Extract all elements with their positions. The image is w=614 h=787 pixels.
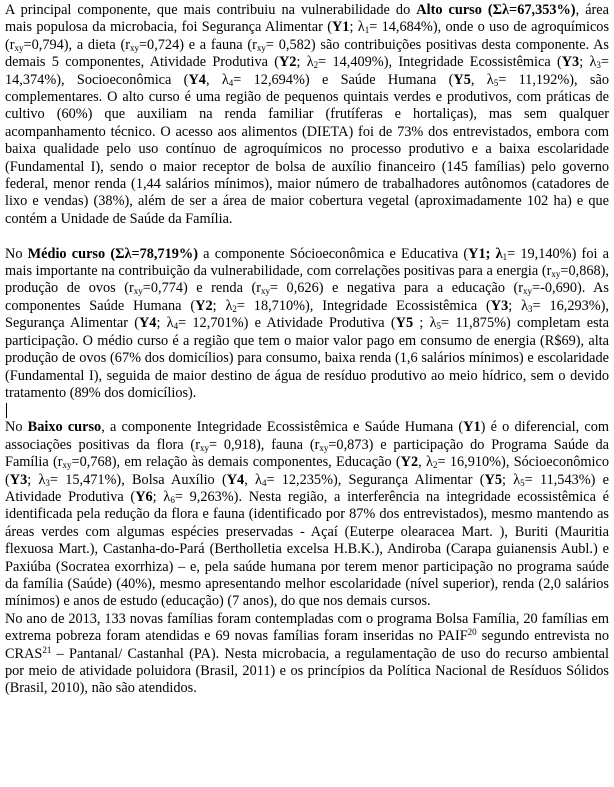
text-run: 4 (173, 321, 179, 332)
text-run: Y5 (453, 71, 471, 88)
text-run: 3 (528, 303, 533, 314)
text-run: ; λ (27, 471, 46, 488)
text-run: , λ (244, 471, 262, 488)
text-run: xy (523, 286, 533, 297)
text-run: 4 (228, 77, 234, 88)
text-run: = 12,694%) e Saúde Humana ( (233, 71, 454, 88)
text-run: – Pantanal/ Castanhal (PA). Nesta microbacia, a regulamentação de uso do recurso ambiental por meio de atividade poluidora (Brasil, 2011) e os princípios da Política Nacional de Resíduos Sólidos (Brasil, 2010), não são atendidos. (5, 645, 609, 697)
text-run: xy (256, 42, 266, 53)
text-run: = 0,582) são contribuições positivas desta componente. As demais 5 componentes, Atividade Produtiva ( (5, 36, 609, 71)
text-run: = 14,409%), Integridade Ecossistêmica ( (318, 54, 562, 71)
text-run: = 19,140%) foi a mais importante na contribuição da vulnerabilidade, com correlações positivas para a energia (r (5, 245, 609, 280)
text-run: 5 (520, 477, 525, 488)
text-run: =0,774) e renda (r (142, 280, 261, 297)
text-run: = 16,910%), Sócioeconômico ( (5, 454, 609, 488)
text-run: =0,868), produção de ovos (r (5, 263, 609, 297)
text-run: 1 (364, 25, 370, 36)
text-run: , λ (205, 71, 229, 88)
text-run: xy (129, 42, 139, 53)
text-run: Médio curso (Σλ=78,719%) (27, 245, 198, 262)
text-run: ; λ (579, 54, 597, 71)
text-run: No ano de 2013, 133 novas famílias foram contempladas com o programa Bolsa Família, 20 famílias em extrema pobreza foram atendidas e 69 novas famílias foram inseridas no PAIF (5, 610, 609, 645)
text-run: ; λ (502, 471, 521, 488)
text-cursor (6, 403, 7, 418)
text-run: = 11,543%) e Atividade Produtiva ( (5, 471, 609, 505)
text-run: Y3 (561, 54, 580, 71)
text-run: 5 (493, 77, 499, 88)
text-run: Y4 (226, 471, 245, 488)
text-run: , λ (418, 454, 433, 471)
text-run: Y3 (9, 471, 28, 488)
text-run: = 15,471%), Bolsa Auxílio ( (49, 471, 227, 488)
text-run: 5 (436, 321, 442, 332)
text-run: xy (199, 442, 209, 453)
text-run: = 18,710%), Integridade Ecossistêmica ( (236, 297, 491, 314)
text-run: xy (62, 460, 72, 471)
text-run: = 11,875%) completam esta participação. O médio curso é a região que tem o maior valor pago em consumo de energia (R$69), alta produção de ovos (67% dos domicílios) para consumo, baixa renda (1,6 salários mínimos) e escolaridade (Fundamental I), seguida de maior destino de água de resíduo produtivo ao meio hídrico, sem o devido tratamento (89% dos domicílios). (5, 315, 609, 401)
text-run: = 14,374%), Socioeconômica ( (5, 54, 609, 88)
text-run: xy (319, 442, 329, 453)
text-run: 3 (45, 477, 50, 488)
text-run: Y4 (188, 71, 206, 88)
text-run: ; λ (508, 297, 529, 314)
text-run: ; λ (349, 19, 365, 36)
text-run: ; λ (152, 488, 171, 505)
text-run: 4 (261, 477, 267, 488)
text-run: Y1 (331, 19, 350, 36)
text-run: =0,768), em relação às demais componentes, Educação ( (71, 454, 401, 471)
text-run: Y3 (490, 297, 509, 314)
text-run: 2 (432, 460, 438, 471)
text-run: Y1; λ (468, 245, 503, 262)
paragraph-gap (5, 228, 609, 245)
text-run: 21 (42, 644, 52, 655)
text-run: Y5 (484, 471, 502, 488)
text-run: xy (551, 269, 561, 280)
text-run: = 12,701%) e Atividade Produtiva ( (178, 315, 396, 332)
text-run: ; λ (212, 297, 233, 314)
text-run: xy (14, 42, 24, 53)
text-run: 2 (313, 60, 319, 71)
text-run: segundo entrevista no CRAS (5, 628, 609, 662)
paragraph-alto-curso (5, 2, 609, 228)
text-run: A principal componente, que mais contribuiu na vulnerabilidade do (5, 2, 417, 18)
text-run: = 16,293%), Segurança Alimentar ( (5, 297, 610, 332)
text-run: =0,794), a dieta (r (23, 36, 130, 53)
text-run: ; λ (296, 54, 314, 71)
text-run: , λ (470, 71, 494, 88)
text-run: = 0,626) e negativa para a educação (r (269, 280, 524, 297)
text-run: =0,873) e participação do Programa Saúde da Família (r (5, 436, 609, 471)
text-run: Y2 (195, 297, 213, 314)
text-run: No (5, 419, 28, 436)
text-run: Y2 (278, 54, 297, 71)
text-run: ; λ (156, 315, 174, 332)
text-run: 2 (232, 303, 237, 314)
text-run: , a componente Integridade Ecossistêmica e Saúde Humana ( (101, 419, 464, 436)
text-run: 6 (170, 494, 175, 505)
text-run: , área mais populosa da microbacia, foi Segurança Alimentar ( (5, 2, 609, 36)
text-run: xy (260, 286, 270, 297)
text-run: = 11,192%), são complementares. O alto curso é uma região de pequenos quintais verdes e produtivos, com práticas de cultivo (60%) que auxiliam na renda familiar (frutíferas e hortaliças), mas sem qualquer acompanhamento técnico. O acesso aos alimentos (DIETA) foi de 73% dos entrevistados, embora com baixa qualidade pelo uso contínuo de agroquímicos no processo produtivo e a baixa escolaridade (Fundamental I), sendo o maior receptor de bolsa de auxílio financeiro (145 famílias) pelo governo federal, menor renda (1,44 salários mínimos), maior número de trabalhadores autônomos (catadores de lixo e vendas) (38%), além de ser a área de maior cobertura vegetal (aproximadamente 102 ha) e que contém a Unidade de Saúde da Família. (5, 71, 609, 227)
text-run: a componente Sócioeconômica e Educativa ( (197, 245, 469, 262)
text-run: = 0,918), fauna (r (208, 436, 320, 453)
text-run: Baixo curso (27, 419, 102, 436)
text-run: No (5, 245, 28, 262)
text-run: Y1 (463, 419, 481, 436)
paragraph-medio-curso (5, 246, 609, 403)
text-run: 20 (467, 627, 477, 638)
text-run: Y5 (395, 315, 414, 332)
text-run: =-0,690). As componentes Saúde Humana ( (5, 280, 609, 314)
text-run: ; λ (413, 315, 437, 332)
text-run: 1 (502, 251, 508, 262)
text-run: = 14,684%), onde o uso de agroquímicos (r (5, 19, 610, 53)
text-run: Alto curso (Σλ=67,353%) (416, 2, 576, 18)
text-run: = 12,235%), Segurança Alimentar ( (266, 471, 485, 488)
text-run: xy (133, 286, 143, 297)
text-run: Y2 (400, 454, 419, 471)
text-run: = 9,263%). Nesta região, a interferência na integridade ecossistêmica é identificada pela redução da flora e fauna (identificado por 87% dos entrevistados), mesmo mantendo as áreas verdes com algumas espécies preservadas - Açaí (Euterpe olearacea Mart. ), Buriti (Mauritia flexuosa Mart.), Castanha-do-Pará (Bertholletia excelsa H.B.K.), Andiroba (Carapa guianensis Aubl.) e Paxiúba (Socratea exorrhiza) – e, pela saúde humana por terem menor participação no programa saúde da família (Saúde) (40%), mesmo apresentando melhor escolaridade (nível superior), renda (2,0 salários mínimos) e anos de estudo (educação) (7 anos), do que nos demais cursos. (5, 488, 609, 610)
text-run: Y6 (135, 488, 153, 505)
paragraph-bolsa-familia (5, 611, 609, 698)
paragraph-baixo-curso (5, 419, 609, 610)
text-run: =0,724) e a fauna (r (138, 36, 257, 53)
document-page (5, 2, 609, 698)
text-run: ) é o diferencial, com associações positivas da flora (r (5, 419, 609, 453)
text-run: 3 (596, 60, 601, 71)
text-run: Y4 (138, 315, 157, 332)
